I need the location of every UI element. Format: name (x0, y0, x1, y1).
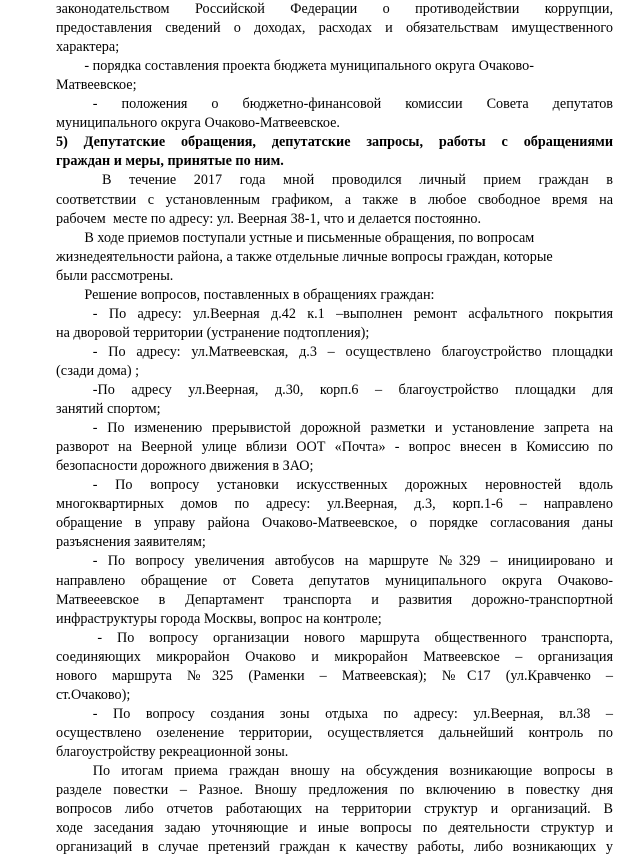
text-line: Решение вопросов, поставленных в обращениях граждан: (56, 286, 435, 303)
section-heading-line: граждан и меры, принятые по ним. (56, 153, 284, 170)
text-line: В течение 2017 года мной проводился личный прием граждан в (102, 172, 613, 189)
text-line: В ходе приемов поступали устные и письменные обращения, по вопросам (56, 229, 535, 246)
text-line: - По вопросу увеличения автобусов на маршруте №329 – инициировано и (92, 553, 613, 570)
text-line: благоустройству рекреационной зоны. (56, 743, 289, 760)
text-line: (сзади дома) ; (56, 362, 140, 379)
text-line: - По адресу: ул.Веерная д.42 к.1 –выполнен ремонт асфальтного покрытия (92, 305, 613, 322)
text-line: - По вопросу создания зоны отдыха по адресу: ул.Веерная, вл.38 – (92, 705, 613, 722)
text-line: законодательством Российской Федерации о противодействии коррупции, (56, 1, 613, 17)
text-line: многоквартирных домов по адресу: ул.Веерная, д.3, корп.1-6 – направлено (56, 496, 613, 513)
text-line: - положения о бюджетно-финансовой комиссии Совета депутатов (92, 96, 613, 113)
text-line: ст.Очаково); (56, 686, 131, 703)
text-line: ходе заседания задаю уточняющие и иные вопросы по деятельности структур и (56, 820, 613, 837)
text-line: разворот на Веерной улице вблизи ООТ «Почта» - вопрос внесен в Комиссию по (56, 439, 613, 456)
text-line: - По адресу: ул.Матвеевская, д.3 – осуществлено благоустройство площадки (92, 343, 613, 360)
text-line: Матвеевское; (56, 77, 137, 94)
text-line: Матвееевское в Департамент транспорта и развития дорожно-транспортной (56, 591, 613, 608)
text-line: характера; (56, 39, 120, 56)
text-line: - По изменению прерывистой дорожной разметки и установление запрета на (92, 420, 613, 437)
text-line: -По адресу ул.Веерная, д.30, корп.6 – благоустройство площадки для (92, 382, 613, 398)
text-line: на дворовой территории (устранение подтопления); (56, 324, 370, 341)
text-line: обращение в управу района Очаково-Матвеевское, о порядке согласования даны (56, 515, 613, 532)
section-heading-line: 5) Депутатские обращения, депутатские запросы, работы с обращениями (56, 134, 613, 151)
text-line: осуществлено озеленение территории, осуществляется дальнейший контроль по (56, 724, 613, 741)
text-line: были рассмотрены. (56, 267, 174, 284)
text-line: вопросов либо отчетов работающих на территории структур и организаций. В (56, 801, 613, 818)
text-line: соединяющих микрорайон Очаково и микрорайон Матвеевское – организация (56, 648, 613, 665)
text-line: занятий спортом; (56, 401, 161, 418)
text-line: - По вопросу организации нового маршрута общественного транспорта, (97, 629, 613, 646)
text-line: направлено обращение от Совета депутатов муниципального округа Очаково- (56, 572, 613, 589)
text-line: - порядка составления проекта бюджета муниципального округа Очаково- (56, 58, 534, 75)
text-line: рабочем месте по адресу: ул. Веерная 38-1, что и делается постоянно. (56, 210, 482, 227)
text-line: муниципального округа Очаково-Матвеевское. (56, 115, 340, 132)
text-line: жизнедеятельности района, а также отдельные личные вопросы граждан, которые (56, 248, 553, 265)
text-line: предоставления сведений о доходах, расходах и обязательствам имущественного (56, 20, 613, 37)
text-line: По итогам приема граждан вношу на обсуждения возникающие вопросы в (92, 763, 613, 779)
text-line: инфраструктуры города Москвы, вопрос на контроле; (56, 610, 382, 627)
text-line: соответствии с установленным графиком, а также в любое свободное время на (56, 191, 613, 208)
text-line: разъяснения заявителям; (56, 534, 206, 551)
text-line: организаций в случае претензий граждан к качеству работы, либо возникающих у (56, 839, 613, 856)
text-line: безопасности дорожного движения в ЗАО; (56, 458, 314, 475)
text-line: разделе повестки – Разное. Вношу предложения по включению в повестку дня (56, 782, 613, 799)
text-line: нового маршрута №325 (Раменки – Матвеевская); №С17 (ул.Кравченко – (56, 667, 613, 684)
text-line: - По вопросу установки искусственных дорожных неровностей вдоль (92, 477, 613, 494)
